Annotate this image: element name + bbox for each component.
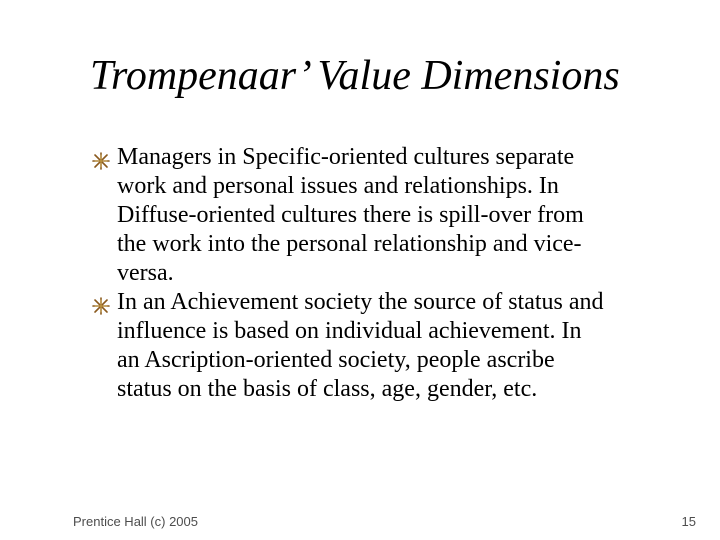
footer-source: Prentice Hall (c) 2005 [73, 514, 198, 529]
bullet-item-specific-diffuse [92, 143, 702, 288]
bullet-line: the work into the personal relationship and vice- [117, 231, 582, 257]
bullet-line: In an Achievement society the source of status and [117, 289, 604, 315]
slide-title: Trompenaar’ Value Dimensions [90, 53, 620, 99]
star-burst-icon [92, 152, 110, 170]
bullet-list [92, 143, 702, 404]
bullet-line: work and personal issues and relationships. In [117, 173, 559, 199]
bullet-line: an Ascription-oriented society, people ascribe [117, 347, 555, 373]
bullet-line: versa. [117, 260, 174, 286]
page-number: 15 [681, 514, 696, 529]
bullet-item-achievement-ascription [92, 288, 702, 404]
bullet-line: influence is based on individual achievement. In [117, 318, 582, 344]
bullet-line: Diffuse-oriented cultures there is spill-over from [117, 202, 584, 228]
star-burst-icon [92, 297, 110, 315]
bullet-line: Managers in Specific-oriented cultures separate [117, 144, 575, 170]
bullet-line: status on the basis of class, age, gender, etc. [117, 376, 538, 402]
